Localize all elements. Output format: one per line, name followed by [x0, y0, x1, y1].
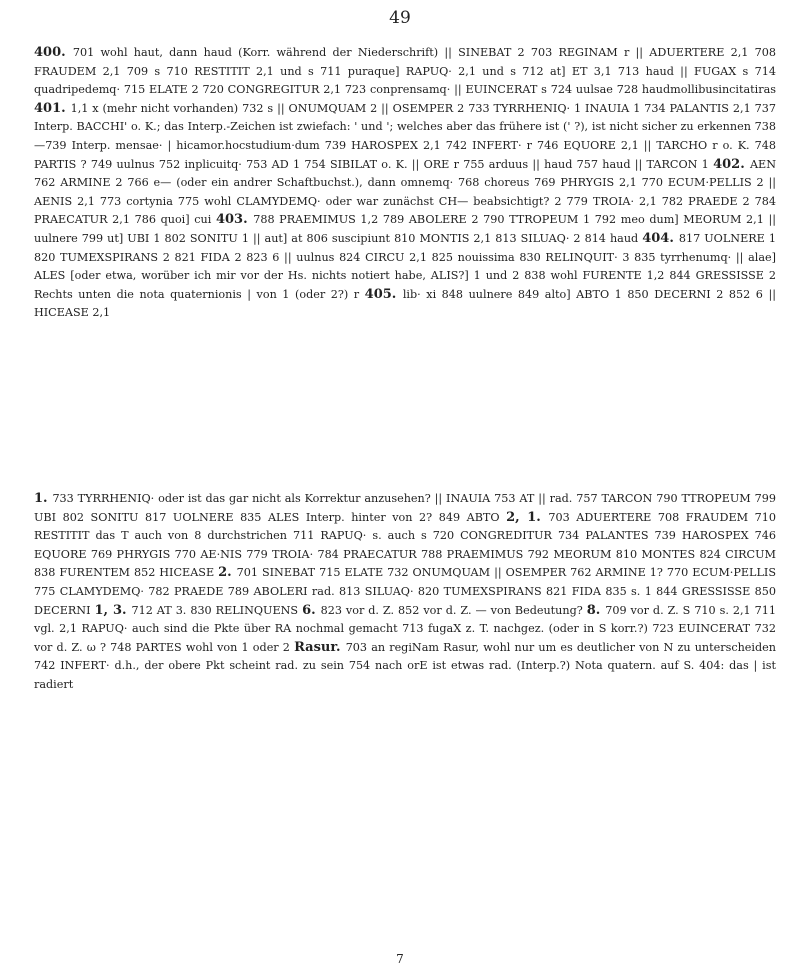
apparatus-block-1 — [34, 44, 776, 323]
footer-mark: 7 — [396, 952, 404, 966]
section-number: 404. — [642, 230, 679, 246]
section-text: 817 UOLNERE 1 820 TUMEXSPIRANS 2 821 FIDA 2 823 6 || uulnus 824 CIRCU 2,1 825 nouissima 830 RELINQUIT· 3 835 tyrrhenumq· || alae] ALES [oder etwa, worüber ich mir vor der Hs. nichts notiert habe, ALIS?] 1 und 2 838 wohl FURENTE 1,2 844 GRESSISSE 2 Rechts unten die nota quaternionis | von 1 (oder 2?) r — [34, 231, 776, 301]
hand-number: 1. — [34, 491, 53, 506]
hand-text: 701 SINEBAT 715 ELATE 732 ONUMQUAM || OSEMPER 762 ARMINE 1? 770 ECUM·PELLIS 775 CLAMYDEMQ· 782 PRAEDE 789 ABOLERI rad. 813 SILUAQ· 820 TUMEXSPIRANS 821 FIDA 835 s. 1 844 GRESSISSE 850 DECERNI — [34, 566, 776, 617]
page-number: 49 — [389, 8, 411, 28]
hand-text: 733 TYRRHENIQ· oder ist das gar nicht als Korrektur anzusehen? || INAUIA 753 AT || rad. 757 TARCON 790 TTROPEUM 799 UBI 802 SONITU 817 UOLNERE 835 ALES Interp. hinter von 2? 849 ABTO — [34, 492, 776, 524]
apparatus-block-2 — [34, 490, 776, 695]
hand-text: 703 ADUERTERE 708 FRAUDEM 710 RESTITIT das T auch von 8 durchstrichen 711 RAPUQ· s. auch s 720 CONGREDITUR 734 PALANTES 739 HAROSPEX 746 EQUORE 769 PHRYGIS 770 AE·NIS 779 TROIA· 784 PRAECATUR 788 PRAEMIMUS 792 MEORUM 810 MONTES 824 CIRCUM 838 FURENTEM 852 HICEASE — [34, 510, 776, 580]
section-text: AEN 762 ARMINE 2 766 e— (oder ein andrer Schaftbuchst.), dann omnemq· 768 choreus 769 PHRYGIS 2,1 770 ECUM·PELLIS 2 || AENIS 2,1 773 cortynia 775 wohl CLAMYDEMQ· oder war zunächst CH— beabsichtigt? 2 779 TROIA· 2,1 782 PRAEDE 2 784 PRAECATUR 2,1 786 quoi] cui — [34, 157, 776, 227]
rasur-text: 703 an regiNam Rasur, wohl nur um es deutlicher von N zu unterscheiden 742 INFERT· d.h., der obere Pkt scheint rad. zu sein 754 nach orE ist etwas rad. (Interp.?) Nota quatern. auf S. 404: das | ist radiert — [34, 640, 776, 691]
section-text: 701 wohl haut, dann haud (Korr. während der Niederschrift) || SINEBAT 2 703 REGINAM r || ADUERTERE 2,1 708 FRAUDEM 2,1 709 s 710 RESTITIT 2,1 und s 711 puraque] RAPUQ· 2,1 und s 712 at] ET 3,1 713 haud || FUGAX s 714 quadripedemq· 715 ELATE 2 720 CONGREGITUR 2,1 723 conprensamq· || EUINCERAT s 724 uulsae 728 haudmollibusincitatiras — [34, 46, 776, 97]
section-number: 400. — [34, 45, 73, 60]
hand-number: 8. — [586, 602, 606, 618]
hand-text: 823 vor d. Z. 852 vor d. Z. — von Bedeutung? — [320, 603, 587, 617]
rasur-label: Rasur. — [294, 639, 346, 655]
section-text: 1,1 x (mehr nicht vorhanden) 732 s || ONUMQUAM 2 || OSEMPER 2 733 TYRRHENIQ· 1 INAUIA 1 734 PALANTIS 2,1 737 Interp. BACCHI' o. K.; das Interp.-Zeichen ist zwiefach: ' und '; welches aber das frühere ist (' ?), ist nicht sicher zu erkennen 738—739 Interp. mensae· | hicamor.hocstudium·dum 739 HAROSPEX 2,1 742 INFERT· r 746 EQUORE 2,1 || TARCHO r o. K. 748 PARTIS ? 749 uulnus 752 inplicuitq· 753 AD 1 754 SIBILAT o. K. || ORE r 755 arduus || haud 757 haud || TARCON 1 — [34, 101, 776, 171]
section-number: 405. — [364, 286, 403, 302]
section-number: 403. — [215, 212, 254, 228]
hand-number: 2. — [218, 565, 237, 581]
hand-number: 6. — [302, 602, 321, 618]
hand-number: 1, 3. — [94, 602, 132, 618]
section-number: 402. — [713, 156, 750, 172]
hand-text: 709 vor d. Z. S 710 s. 2,1 711 vgl. 2,1 RAPUQ· auch sind die Pkte über RA nochmal gemacht 713 fugaX z. T. nachgez. (oder in S korr.?) 723 EUINCERAT 732 vor d. Z. ω ? 748 PARTES wohl von 1 oder 2 — [34, 603, 776, 654]
hand-text: 712 AT 3. 830 RELINQUENS — [131, 603, 303, 617]
section-text: 788 PRAEMIMUS 1,2 789 ABOLERE 2 790 TTROPEUM 1 792 meo dum] MEORUM 2,1 || uulnere 799 ut] UBI 1 802 SONITU 1 || aut] at 806 suscipiunt 810 MONTIS 2,1 813 SILUAQ· 2 814 haud — [34, 213, 776, 245]
section-number: 401. — [34, 100, 71, 116]
section-text: lib· xi 848 uulnere 849 alto] ABTO 1 850 DECERNI 2 852 6 || HICEASE 2,1 — [34, 287, 776, 320]
hand-number: 2, 1. — [506, 509, 549, 525]
